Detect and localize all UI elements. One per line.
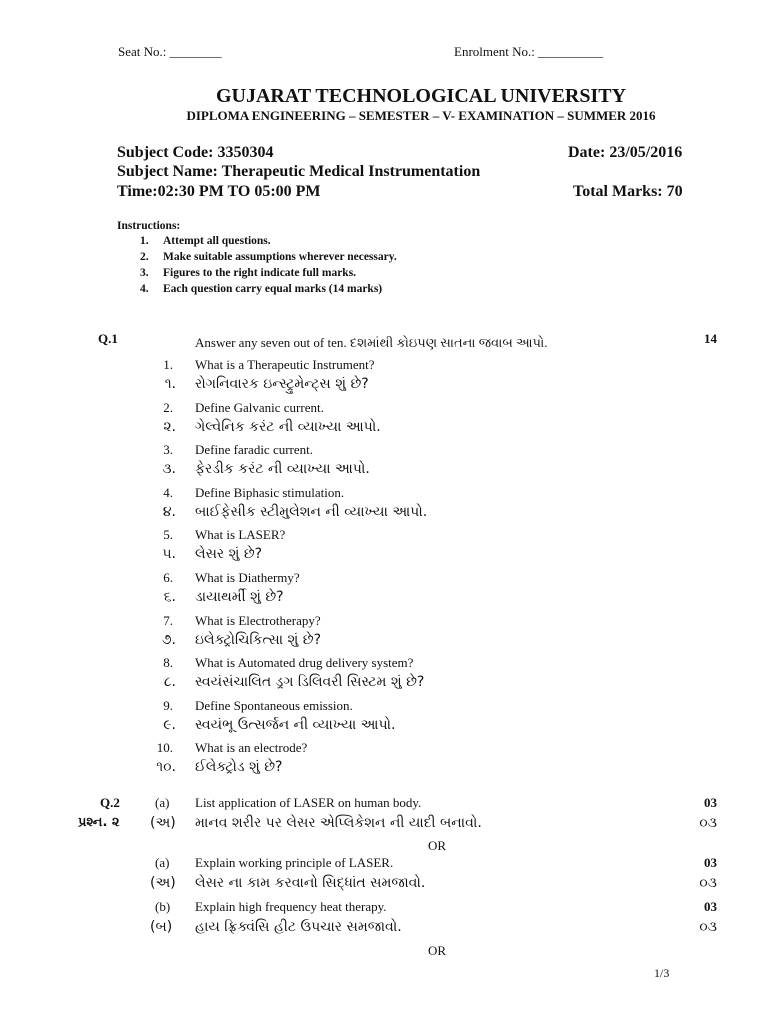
q2-a2-num: (a) bbox=[155, 855, 170, 870]
q2-a-text: List application of LASER on human body. bbox=[195, 795, 422, 810]
instructions-title: Instructions: bbox=[117, 220, 181, 232]
question-number: 7. bbox=[163, 612, 173, 628]
total-marks: Total Marks: 70 bbox=[573, 183, 683, 200]
question-number: 8. bbox=[163, 655, 173, 671]
question-text-gu: ઈલેક્ટ્રોડ શું છે? bbox=[195, 759, 283, 776]
instruction-num: 2. bbox=[140, 251, 149, 263]
q2-b-marks: 03 bbox=[704, 899, 717, 914]
instruction-item: Make suitable assumptions wherever necessary. bbox=[163, 251, 397, 263]
q2-label-gu: પ્રશ્ન. ૨ bbox=[78, 815, 120, 830]
question-number-gu: ૯. bbox=[163, 716, 176, 733]
question-number-gu: ૧૦. bbox=[156, 759, 176, 776]
question-number: 3. bbox=[163, 442, 173, 458]
q2-b-gu-marks: ૦૩ bbox=[699, 919, 717, 935]
or-separator: OR bbox=[428, 943, 447, 958]
question-number: 4. bbox=[163, 484, 173, 500]
subject-name: Subject Name: Therapeutic Medical Instrumentation bbox=[117, 163, 481, 180]
question-number: 9. bbox=[163, 697, 173, 713]
q2-a2-gu-marks: ૦૩ bbox=[699, 875, 717, 891]
question-text-gu: બાઈફેસીક સ્ટીમુલેશન ની વ્યાખ્યા આપો. bbox=[195, 503, 428, 520]
q2-a2-marks: 03 bbox=[704, 855, 717, 870]
question-text: What is Electrotherapy? bbox=[195, 612, 321, 628]
exam-date: Date: 23/05/2016 bbox=[568, 144, 683, 161]
q2-b-num: (b) bbox=[155, 899, 171, 914]
exam-time: Time:02:30 PM TO 05:00 PM bbox=[117, 183, 321, 200]
question-number: 6. bbox=[163, 570, 173, 585]
q1-prompt-text: Answer any seven out of ten. દશમાંથી કોઇપણ સાતના જવાબ આપો. bbox=[195, 335, 548, 350]
question-text: What is Automated drug delivery system? bbox=[195, 655, 414, 671]
question-number: 10. bbox=[156, 740, 173, 756]
subject-code: Subject Code: 3350304 bbox=[117, 144, 274, 161]
question-text: What is a Therapeutic Instrument? bbox=[195, 357, 375, 372]
question-text: Define Biphasic stimulation. bbox=[195, 484, 345, 500]
question-text-gu: ઇલેક્ટ્રોચિકિત્સા શું છે? bbox=[195, 631, 322, 648]
q2-b-gu-num: (બ) bbox=[150, 919, 173, 935]
q2-a-marks: 03 bbox=[704, 795, 717, 810]
q2-a-gu-num: (અ) bbox=[150, 815, 176, 831]
instruction-item: Attempt all questions. bbox=[163, 235, 271, 247]
instruction-num: 4. bbox=[140, 283, 149, 295]
q2-b-gu-text: હાય ફ્રિક્વંસિ હીટ ઉપચાર સમજાવો. bbox=[195, 919, 402, 935]
question-number-gu: ૨. bbox=[163, 418, 176, 435]
q2-a2-text: Explain working principle of LASER. bbox=[195, 855, 394, 870]
question-text-gu: સ્વયંસંચાલિત ડ્રગ ડિલિવરી સિસ્ટમ શું છે? bbox=[195, 674, 425, 691]
question-text-gu: લેસર શું છે? bbox=[195, 546, 263, 563]
university-title: GUJARAT TECHNOLOGICAL UNIVERSITY bbox=[215, 85, 627, 107]
page-number: 1/3 bbox=[654, 966, 670, 980]
q2-a-gu-marks: ૦૩ bbox=[699, 815, 717, 831]
q2-a-gu-text: માનવ શરીર પર લેસર એપ્લિકેશન ની યાદી બનાવો. bbox=[195, 815, 482, 831]
question-number-gu: ૧. bbox=[164, 376, 176, 392]
q2-b-text: Explain high frequency heat therapy. bbox=[195, 899, 387, 914]
question-text: What is an electrode? bbox=[195, 740, 308, 756]
question-number-gu: ૫. bbox=[162, 546, 176, 563]
or-separator: OR bbox=[428, 838, 447, 853]
q2-a-num: (a) bbox=[155, 795, 170, 810]
question-text-gu: ડાયાથર્મી શું છે? bbox=[195, 589, 284, 605]
question-number: 2. bbox=[163, 399, 173, 415]
enrolment-no: Enrolment No.: __________ bbox=[454, 44, 604, 59]
question-text-gu: ફેરડીક કરંટ ની વ્યાખ્યા આપો. bbox=[195, 461, 370, 478]
question-text: Define Spontaneous emission. bbox=[195, 697, 353, 713]
question-number: 5. bbox=[163, 527, 173, 543]
seat-no: Seat No.: ________ bbox=[118, 44, 222, 59]
question-text: What is Diathermy? bbox=[195, 570, 300, 585]
question-text-gu: ગેલ્વેનિક કરંટ ની વ્યાખ્યા આપો. bbox=[195, 418, 381, 435]
question-number-gu: ૬. bbox=[163, 589, 176, 605]
q1-label: Q.1 bbox=[98, 331, 118, 346]
q2-a2-gu-text: લેસર ના કામ કરવાનો સિદ્ધાંત સમજાવો. bbox=[195, 875, 426, 891]
exam-line: DIPLOMA ENGINEERING – SEMESTER – V- EXAMINATION – SUMMER 2016 bbox=[186, 108, 656, 123]
question-text: Define faradic current. bbox=[195, 442, 314, 458]
instruction-item: Figures to the right indicate full marks. bbox=[163, 267, 357, 279]
question-number-gu: ૭. bbox=[161, 631, 176, 648]
question-number-gu: ૮. bbox=[163, 674, 176, 691]
instruction-num: 3. bbox=[140, 267, 149, 279]
instruction-item: Each question carry equal marks (14 marks) bbox=[163, 283, 383, 295]
question-number-gu: ૩. bbox=[162, 461, 176, 478]
q2-label: Q.2 bbox=[100, 795, 120, 810]
question-number-gu: ૪. bbox=[162, 503, 176, 520]
instruction-num: 1. bbox=[140, 235, 149, 247]
q1-marks: 14 bbox=[704, 331, 717, 346]
q1-prompt bbox=[195, 335, 547, 351]
q2-a2-gu-num: (અ) bbox=[150, 875, 176, 891]
question-text: What is LASER? bbox=[195, 527, 286, 543]
question-text-gu: રોગનિવારક ઇન્સ્ટ્રુમેન્ટ્સ શું છે? bbox=[195, 376, 369, 392]
question-text: Define Galvanic current. bbox=[195, 399, 324, 415]
question-number: 1. bbox=[163, 357, 173, 372]
question-text-gu: સ્વયંભૂ ઉત્સર્જન ની વ્યાખ્યા આપો. bbox=[195, 716, 396, 733]
